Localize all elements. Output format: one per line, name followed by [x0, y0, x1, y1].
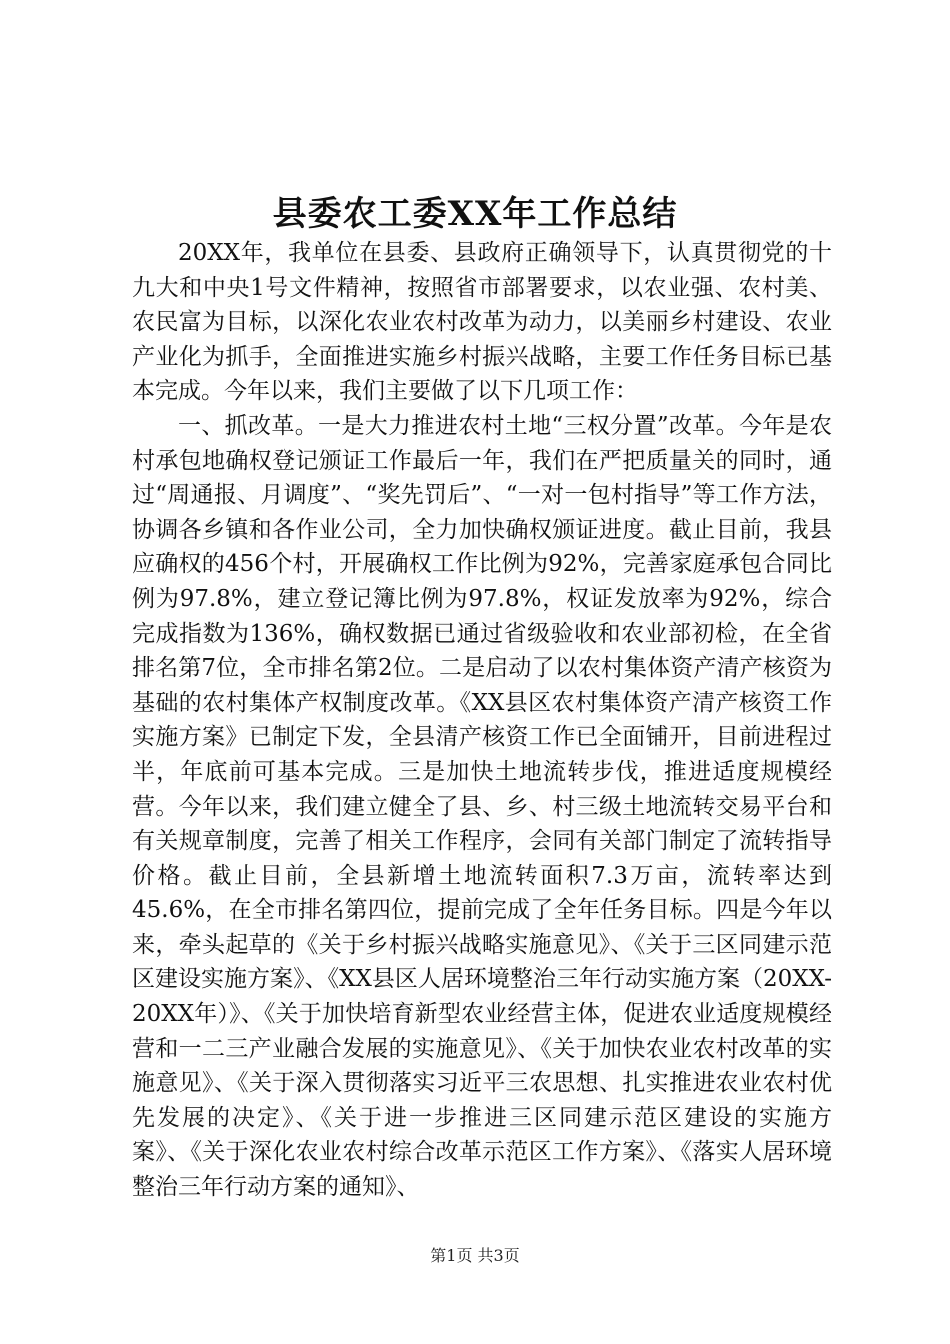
document-title: 县委农工委XX年工作总结 [272, 194, 678, 234]
page-number: 第1页 共3页 [430, 1246, 520, 1265]
paragraph-intro: 20XX年，我单位在县委、县政府正确领导下，认真贯彻党的十九大和中央1号文件精神，按照省市部署要求，以农业强、农村美、农民富为目标，以深化农业农村改革为动力，以美丽乡村建设、农业产业化为抓手，全面推进实施乡村振兴战略，主要工作任务目标已基本完成。今年以来，我们主要做了以下几项工作： [132, 240, 832, 405]
paragraph-reform: 一、抓改革。一是大力推进农村土地“三权分置”改革。今年是农村承包地确权登记颁证工作最后一年，我们在严把质量关的同时，通过“周通报、月调度”、“奖先罚后”、“一对一包村指导”等工作方法，协调各乡镇和各作业公司，全力加快确权颁证进度。截止目前，我县应确权的456个村，开展确权工作比例为92%，完善家庭承包合同比例为97.8%，建立登记簿比例为97.8%，权证发放率为92%，综合完成指数为136%，确权数据已通过省级验收和农业部初检，在全省排名第7位，全市排名第2位。二是启动了以农村集体资产清产核资为基础的农村集体产权制度改革。《XX县区农村集体资产清产核资工作实施方案》已制定下发，全县清产核资工作已全面铺开，目前进程过半，年底前可基本完成。三是加快土地流转步伐，推进适度规模经营。今年以来，我们建立健全了县、乡、村三级土地流转交易平台和有关规章制度，完善了相关工作程序，会同有关部门制定了流转指导价格。截止目前，全县新增土地流转面积7.3万亩，流转率达到45.6%，在全市排名第四位，提前完成了全年任务目标。四是今年以来，牵头起草的《关于乡村振兴战略实施意见》、《关于三区同建示范区建设实施方案》、《XX县区人居环境整治三年行动实施方案（20XX-20XX年）》、《关于加快培育新型农业经营主体，促进农业适度规模经营和一二三产业融合发展的实施意见》、《关于加快农业农村改革的实施意见》、《关于深入贯彻落实习近平三农思想、扎实推进农业农村优先发展的决定》、《关于进一步推进三区同建示范区建设的实施方案》、《关于深化农业农村综合改革示范区工作方案》、《落实人居环境整治三年行动方案的通知》、 [132, 412, 832, 1201]
document-body [132, 236, 832, 1205]
